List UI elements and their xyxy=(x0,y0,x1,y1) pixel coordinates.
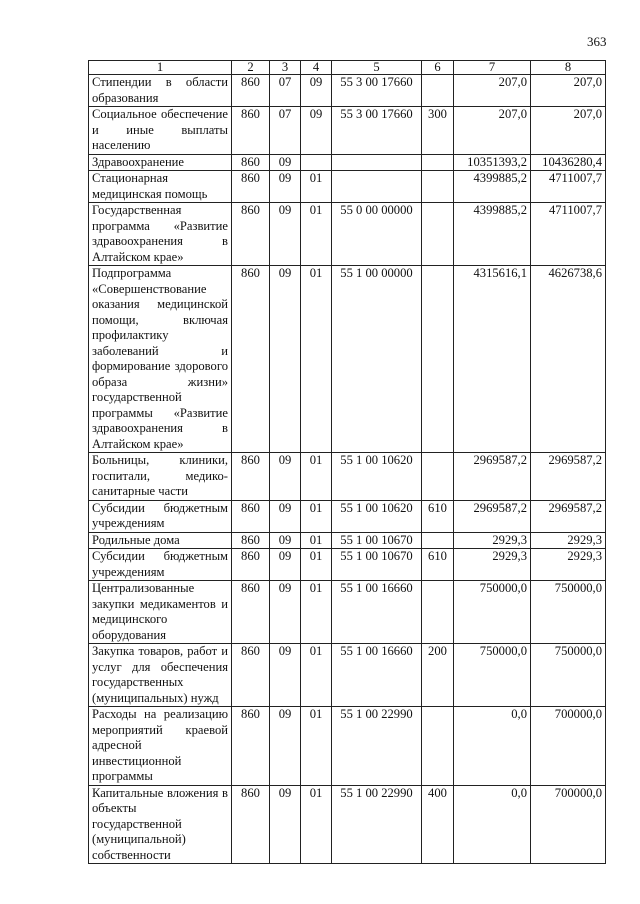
table-row xyxy=(89,107,606,155)
amount-cell: 4399885,2 xyxy=(454,203,531,266)
admin-code-cell: 860 xyxy=(232,785,270,864)
row-name-cell: Стационарная медицинская помощь xyxy=(89,171,232,203)
amount-cell: 2969587,2 xyxy=(531,453,606,501)
amount-cell: 10436280,4 xyxy=(531,154,606,171)
expense-type-cell xyxy=(422,154,454,171)
admin-code-cell: 860 xyxy=(232,203,270,266)
section-code-cell: 09 xyxy=(270,581,301,644)
table-row xyxy=(89,549,606,581)
row-name-cell: Стипендии в области образования xyxy=(89,75,232,107)
target-article-cell xyxy=(332,171,422,203)
subsection-code-cell: 01 xyxy=(301,581,332,644)
expense-type-cell: 610 xyxy=(422,549,454,581)
expense-type-cell: 400 xyxy=(422,785,454,864)
table-row xyxy=(89,453,606,501)
amount-cell: 2969587,2 xyxy=(454,453,531,501)
target-article-cell: 55 1 00 10670 xyxy=(332,549,422,581)
amount-cell: 2929,3 xyxy=(531,549,606,581)
amount-cell: 2929,3 xyxy=(454,549,531,581)
column-header: 8 xyxy=(531,61,606,75)
section-code-cell: 09 xyxy=(270,154,301,171)
amount-cell: 0,0 xyxy=(454,707,531,786)
section-code-cell: 09 xyxy=(270,532,301,549)
admin-code-cell: 860 xyxy=(232,532,270,549)
amount-cell: 207,0 xyxy=(454,75,531,107)
row-name-cell: Централизованные закупки медикаментов и медицинского оборудования xyxy=(89,581,232,644)
expense-type-cell xyxy=(422,203,454,266)
table-row xyxy=(89,532,606,549)
page-number: 363 xyxy=(587,34,607,49)
section-code-cell: 07 xyxy=(270,75,301,107)
admin-code-cell: 860 xyxy=(232,549,270,581)
amount-cell: 2929,3 xyxy=(531,532,606,549)
table-body xyxy=(89,75,606,864)
subsection-code-cell: 01 xyxy=(301,549,332,581)
subsection-code-cell: 09 xyxy=(301,75,332,107)
column-header: 5 xyxy=(332,61,422,75)
amount-cell: 700000,0 xyxy=(531,785,606,864)
table-row xyxy=(89,154,606,171)
admin-code-cell: 860 xyxy=(232,75,270,107)
table-row xyxy=(89,581,606,644)
target-article-cell: 55 1 00 10620 xyxy=(332,453,422,501)
amount-cell: 0,0 xyxy=(454,785,531,864)
amount-cell: 207,0 xyxy=(531,107,606,155)
target-article-cell: 55 1 00 16660 xyxy=(332,644,422,707)
section-code-cell: 09 xyxy=(270,785,301,864)
table-row xyxy=(89,171,606,203)
admin-code-cell: 860 xyxy=(232,266,270,453)
target-article-cell: 55 1 00 22990 xyxy=(332,707,422,786)
target-article-cell xyxy=(332,154,422,171)
target-article-cell: 55 1 00 00000 xyxy=(332,266,422,453)
table-row xyxy=(89,500,606,532)
column-header: 6 xyxy=(422,61,454,75)
amount-cell: 207,0 xyxy=(531,75,606,107)
subsection-code-cell: 01 xyxy=(301,203,332,266)
row-name-cell: Расходы на реализацию мероприятий краевой адресной инвестиционной программы xyxy=(89,707,232,786)
admin-code-cell: 860 xyxy=(232,581,270,644)
amount-cell: 2969587,2 xyxy=(454,500,531,532)
expense-type-cell xyxy=(422,171,454,203)
target-article-cell: 55 1 00 10670 xyxy=(332,532,422,549)
amount-cell: 4315616,1 xyxy=(454,266,531,453)
section-code-cell: 09 xyxy=(270,707,301,786)
target-article-cell: 55 1 00 16660 xyxy=(332,581,422,644)
admin-code-cell: 860 xyxy=(232,171,270,203)
subsection-code-cell: 09 xyxy=(301,107,332,155)
amount-cell: 4711007,7 xyxy=(531,203,606,266)
row-name-cell: Больницы, клиники, госпитали, медико-санитарные части xyxy=(89,453,232,501)
row-name-cell: Закупка товаров, работ и услуг для обеспечения государственных (муниципальных) нужд xyxy=(89,644,232,707)
admin-code-cell: 860 xyxy=(232,644,270,707)
expense-type-cell: 200 xyxy=(422,644,454,707)
amount-cell: 207,0 xyxy=(454,107,531,155)
row-name-cell: Социальное обеспечение и иные выплаты населению xyxy=(89,107,232,155)
subsection-code-cell: 01 xyxy=(301,171,332,203)
subsection-code-cell: 01 xyxy=(301,785,332,864)
admin-code-cell: 860 xyxy=(232,707,270,786)
target-article-cell: 55 1 00 10620 xyxy=(332,500,422,532)
amount-cell: 4711007,7 xyxy=(531,171,606,203)
subsection-code-cell: 01 xyxy=(301,644,332,707)
expense-type-cell xyxy=(422,75,454,107)
amount-cell: 4399885,2 xyxy=(454,171,531,203)
table-row xyxy=(89,75,606,107)
target-article-cell: 55 3 00 17660 xyxy=(332,107,422,155)
subsection-code-cell: 01 xyxy=(301,707,332,786)
admin-code-cell: 860 xyxy=(232,500,270,532)
target-article-cell: 55 0 00 00000 xyxy=(332,203,422,266)
row-name-cell: Родильные дома xyxy=(89,532,232,549)
table-row xyxy=(89,644,606,707)
section-code-cell: 07 xyxy=(270,107,301,155)
amount-cell: 750000,0 xyxy=(531,644,606,707)
column-header: 2 xyxy=(232,61,270,75)
column-header: 7 xyxy=(454,61,531,75)
table-row xyxy=(89,707,606,786)
admin-code-cell: 860 xyxy=(232,107,270,155)
amount-cell: 4626738,6 xyxy=(531,266,606,453)
section-code-cell: 09 xyxy=(270,171,301,203)
expense-type-cell xyxy=(422,581,454,644)
expense-type-cell: 300 xyxy=(422,107,454,155)
column-header: 1 xyxy=(89,61,232,75)
row-name-cell: Капитальные вложения в объекты государственной (муниципальной) собственности xyxy=(89,785,232,864)
expense-type-cell xyxy=(422,532,454,549)
column-header: 3 xyxy=(270,61,301,75)
admin-code-cell: 860 xyxy=(232,453,270,501)
amount-cell: 2969587,2 xyxy=(531,500,606,532)
expense-type-cell xyxy=(422,266,454,453)
section-code-cell: 09 xyxy=(270,453,301,501)
amount-cell: 700000,0 xyxy=(531,707,606,786)
table-row xyxy=(89,785,606,864)
subsection-code-cell: 01 xyxy=(301,500,332,532)
subsection-code-cell: 01 xyxy=(301,453,332,501)
subsection-code-cell: 01 xyxy=(301,266,332,453)
expense-type-cell xyxy=(422,453,454,501)
admin-code-cell: 860 xyxy=(232,154,270,171)
amount-cell: 10351393,2 xyxy=(454,154,531,171)
expense-type-cell: 610 xyxy=(422,500,454,532)
row-name-cell: Подпрограмма «Совершенствование оказания медицинской помощи, включая профилактику заболеваний и формирование здорового образа жизни» государственной программы «Развитие здравоохранения в Алтайском крае» xyxy=(89,266,232,453)
amount-cell: 750000,0 xyxy=(454,644,531,707)
amount-cell: 750000,0 xyxy=(531,581,606,644)
amount-cell: 2929,3 xyxy=(454,532,531,549)
section-code-cell: 09 xyxy=(270,549,301,581)
column-header: 4 xyxy=(301,61,332,75)
section-code-cell: 09 xyxy=(270,500,301,532)
section-code-cell: 09 xyxy=(270,644,301,707)
budget-table xyxy=(88,60,606,864)
row-name-cell: Государственная программа «Развитие здравоохранения в Алтайском крае» xyxy=(89,203,232,266)
expense-type-cell xyxy=(422,707,454,786)
column-number-row xyxy=(89,61,606,75)
amount-cell: 750000,0 xyxy=(454,581,531,644)
target-article-cell: 55 1 00 22990 xyxy=(332,785,422,864)
row-name-cell: Здравоохранение xyxy=(89,154,232,171)
table-row xyxy=(89,203,606,266)
section-code-cell: 09 xyxy=(270,203,301,266)
target-article-cell: 55 3 00 17660 xyxy=(332,75,422,107)
subsection-code-cell: 01 xyxy=(301,532,332,549)
table-row xyxy=(89,266,606,453)
row-name-cell: Субсидии бюджетным учреждениям xyxy=(89,549,232,581)
section-code-cell: 09 xyxy=(270,266,301,453)
subsection-code-cell xyxy=(301,154,332,171)
row-name-cell: Субсидии бюджетным учреждениям xyxy=(89,500,232,532)
